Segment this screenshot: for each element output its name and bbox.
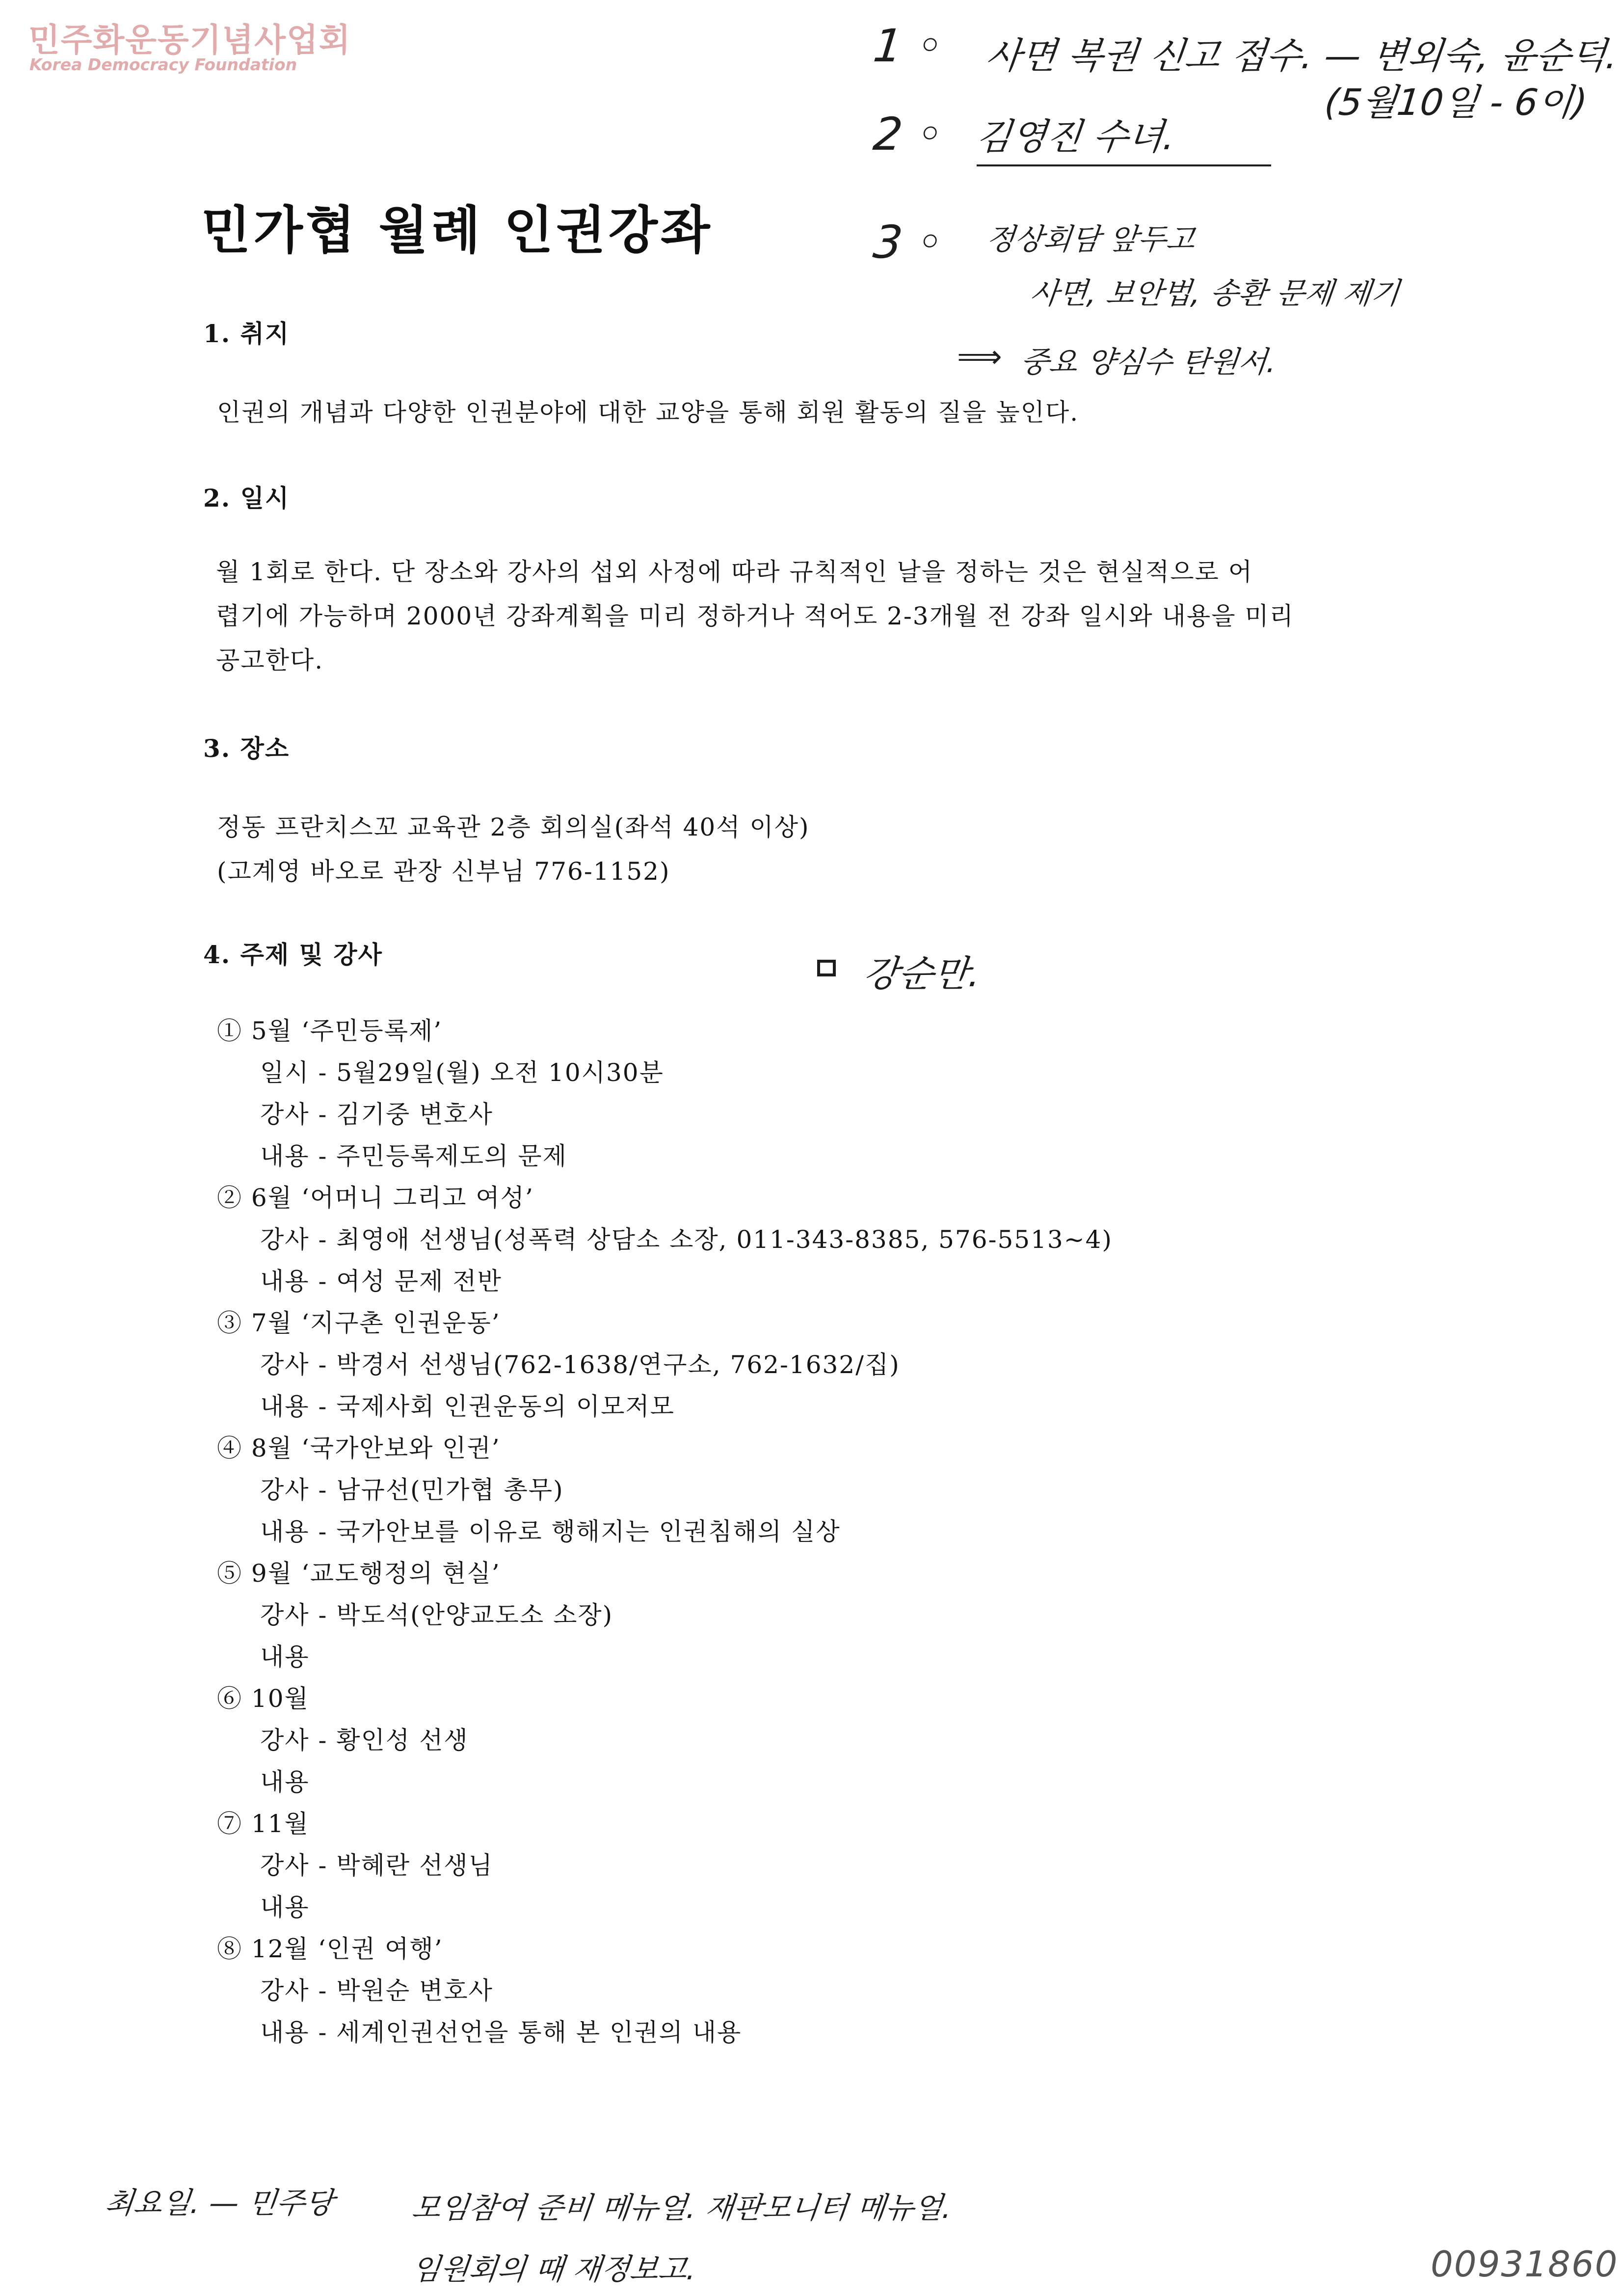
handwritten-margin-note: 강순만. [861, 953, 983, 995]
topic-detail: 내용 - 세계인권선언을 통해 본 인권의 내용 [260, 2018, 742, 2047]
topic-detail: 일시 - 5월29일(월) 오전 10시30분 [260, 1058, 664, 1087]
schedule-line: 렵기에 가능하며 2000년 강좌계획을 미리 정하거나 적어도 2-3개월 전 강좌 일시와 내용을 미리 [216, 602, 1294, 630]
topic-title: ① 5월 ‘주민등록제’ [217, 1017, 443, 1045]
topic-detail: 내용 - 국가안보를 이유로 행해지는 인권침해의 실상 [260, 1517, 841, 1546]
topic-title: ⑤ 9월 ‘교도행정의 현실’ [217, 1559, 501, 1588]
handwritten-underline [977, 164, 1271, 166]
handwritten-note: 사면, 보안법, 송환 문제 제기 [1028, 276, 1402, 311]
section-venue-heading: 3. 장소 [203, 734, 290, 763]
topic-detail: 강사 - 최영애 선생님(성폭력 상담소 소장, 011-343-8385, 576-5513~4) [260, 1225, 1113, 1254]
topic-detail: 강사 - 박경서 선생님(762-1638/연구소, 762-1632/집) [260, 1351, 900, 1379]
section-purpose-heading: 1. 취지 [203, 319, 290, 348]
topic-detail: 강사 - 황인성 선생 [260, 1726, 469, 1755]
handwritten-note: 중요 양심수 탄원서. [1018, 345, 1278, 379]
schedule-line: 월 1회로 한다. 단 장소와 강사의 섭외 사정에 따라 규칙적인 날을 정하는 것은 현실적으로 어 [216, 558, 1253, 586]
topic-detail: 내용 [260, 1643, 310, 1671]
arrow-icon: ⟹ [957, 339, 1002, 375]
handwritten-note: 정상회담 앞두고 [984, 222, 1197, 257]
archive-stamp-number: 00931860 [1431, 2243, 1619, 2285]
handwritten-note-number: 3 ◦ [871, 216, 946, 269]
venue-line: 정동 프란치스꼬 교육관 2층 회의실(좌석 40석 이상) [217, 813, 810, 841]
topic-title: ⑥ 10월 [217, 1684, 309, 1713]
section-schedule-text [216, 550, 1294, 682]
section-topics-heading: 4. 주제 및 강사 [203, 940, 383, 969]
topic-detail: 내용 - 주민등록제도의 문제 [260, 1142, 567, 1170]
section-venue-text [217, 805, 810, 893]
topic-detail: 강사 - 김기중 변호사 [260, 1100, 493, 1129]
topic-detail: 강사 - 박도석(안양교도소 소장) [260, 1601, 613, 1629]
document-title: 민가협 월례 인권강좌 [201, 200, 713, 260]
checkbox-mark-icon [817, 960, 836, 976]
handwritten-note: 김영진 수녀. [974, 116, 1177, 158]
handwritten-footer-note: 최요일. — 민주당 [103, 2186, 336, 2220]
handwritten-note: (5월10일 - 6이) [1322, 81, 1590, 124]
topic-detail: 강사 - 박원순 변호사 [260, 1976, 493, 2005]
watermark-logo-english: Korea Democracy Foundation [29, 55, 297, 74]
handwritten-note-number: 1 ◦ [871, 20, 946, 72]
topic-detail: 내용 [260, 1768, 310, 1796]
topic-detail: 내용 - 국제사회 인권운동의 이모저모 [260, 1392, 675, 1421]
topic-detail: 강사 - 박혜란 선생님 [260, 1851, 493, 1880]
topic-detail: 강사 - 남규선(민가협 총무) [260, 1476, 564, 1504]
topic-title: ⑧ 12월 ‘인권 여행’ [217, 1935, 443, 1963]
section-purpose-text: 인권의 개념과 다양한 인권분야에 대한 교양을 통해 회원 활동의 질을 높인다. [217, 398, 1079, 427]
topic-title: ③ 7월 ‘지구촌 인권운동’ [217, 1309, 501, 1337]
handwritten-note: 사면 복권 신고 접수. — 변외숙, 윤순덕. [984, 35, 1620, 77]
handwritten-footer-note: 모임참여 준비 메뉴얼. 재판모니터 메뉴얼. [410, 2191, 954, 2225]
topic-title: ⑦ 11월 [217, 1810, 309, 1838]
topic-detail: 내용 - 여성 문제 전반 [260, 1267, 502, 1296]
handwritten-note-number: 2 ◦ [871, 108, 946, 161]
topic-title: ② 6월 ‘어머니 그리고 여성’ [217, 1184, 534, 1212]
venue-line: (고계영 바오로 관장 신부님 776-1152) [217, 857, 670, 886]
watermark-logo-korean: 민주화운동기념사업회 [28, 21, 351, 59]
schedule-line: 공고한다. [216, 646, 324, 675]
topic-detail: 내용 [260, 1893, 310, 1921]
topic-title: ④ 8월 ‘국가안보와 인권’ [217, 1434, 501, 1462]
section-schedule-heading: 2. 일시 [203, 484, 290, 513]
handwritten-footer-note: 임원회의 때 재정보고. [410, 2252, 698, 2287]
